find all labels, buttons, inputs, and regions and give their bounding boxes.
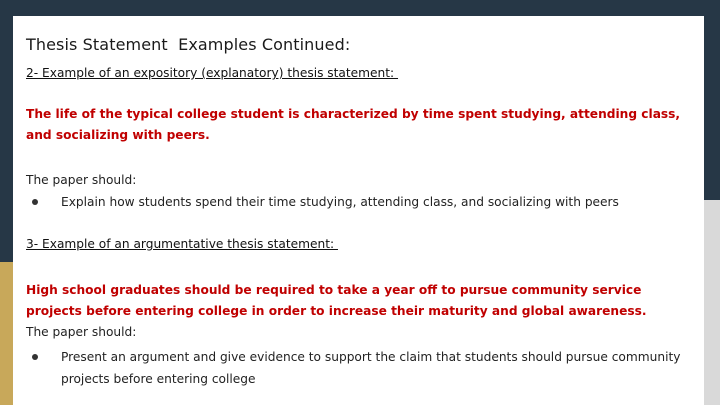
argumentative-thesis: High school graduates should be required to take a year off to pursue community service projects before entering college in order to increase their maturity and global awareness.: [26, 283, 647, 318]
argumentative-bullet-text: Present an argument and give evidence to support the claim that students should pursue community projects before entering college: [61, 350, 681, 386]
bullet-dot-icon: [32, 199, 38, 205]
expository-bullet-item: [32, 191, 687, 213]
slide-title: Thesis Statement Examples Continued:: [26, 35, 351, 54]
paper-should-label-2: The paper should:: [26, 325, 137, 339]
paper-should-label-1: The paper should:: [26, 173, 137, 187]
argumentative-heading: 3- Example of an argumentative thesis statement:: [26, 237, 338, 251]
expository-heading: 2- Example of an expository (explanatory) thesis statement:: [26, 66, 399, 80]
slide-panel: [13, 16, 704, 405]
argumentative-bullet-item: [32, 346, 687, 390]
expository-bullet-text: Explain how students spend their time studying, attending class, and socializing with peers: [61, 195, 619, 209]
expository-thesis: The life of the typical college student is characterized by time spent studying, attending class, and socializing with peers.: [26, 107, 681, 142]
bullet-dot-icon: [32, 354, 38, 360]
